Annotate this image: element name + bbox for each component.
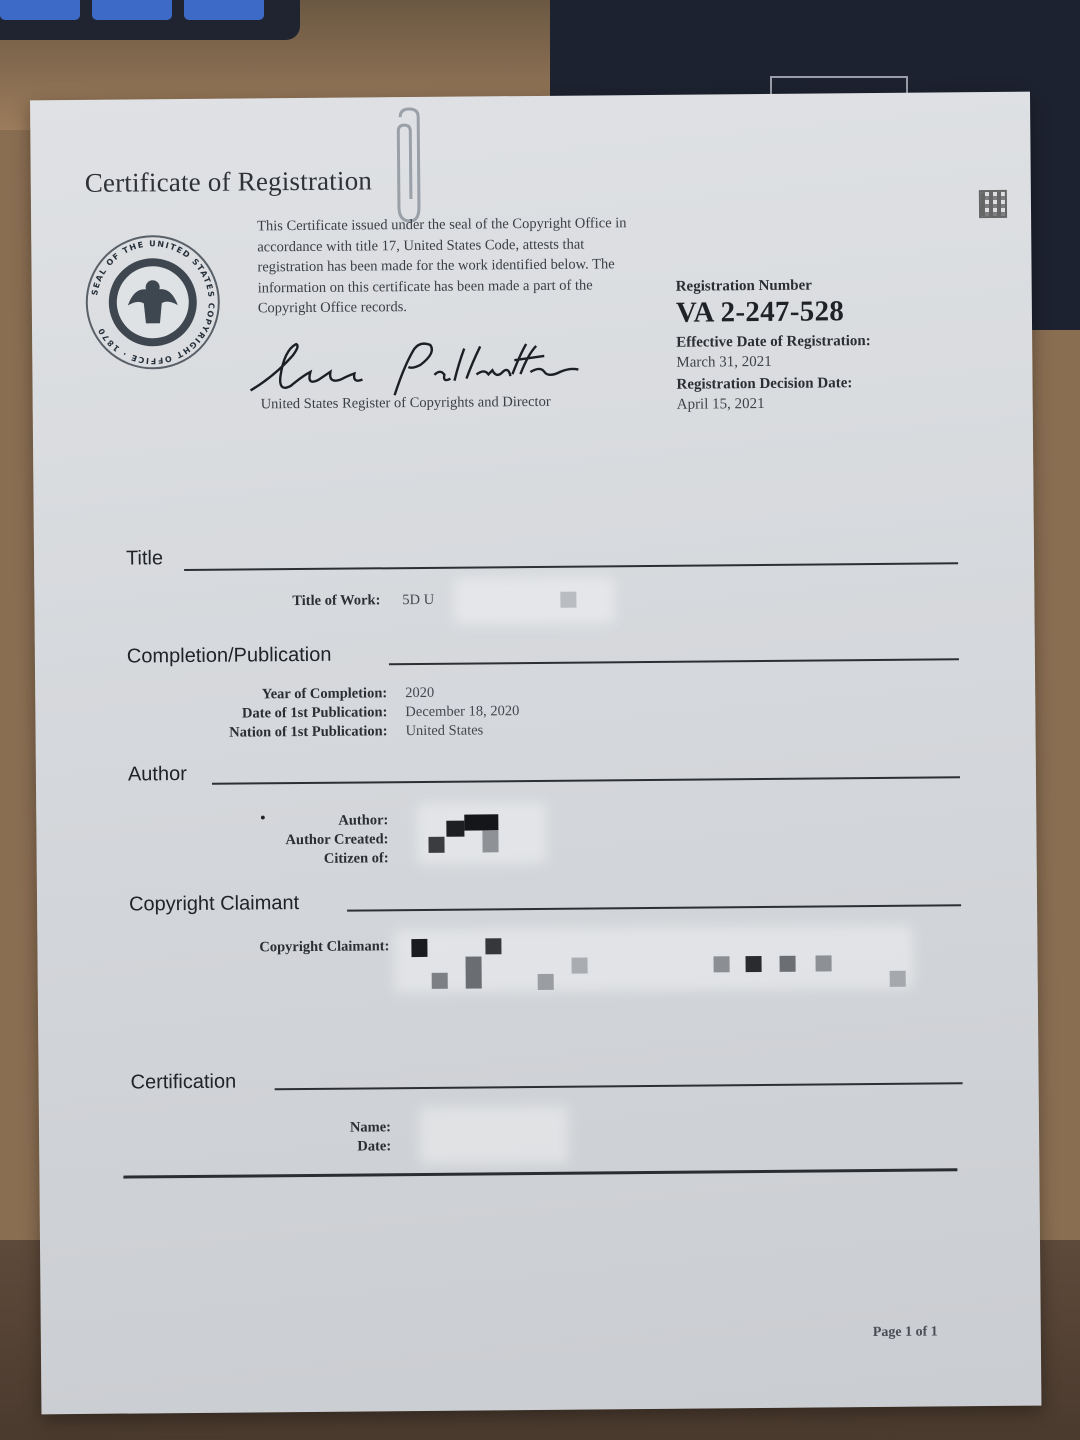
certification-date-label: Date: xyxy=(357,1138,392,1155)
author-created-label: Author Created: xyxy=(285,831,389,849)
redaction-pixel xyxy=(816,955,832,971)
section-heading-title: Title xyxy=(125,547,164,570)
redaction-pixel xyxy=(780,956,796,972)
nation-of-publication-label: Nation of 1st Publication: xyxy=(229,723,388,741)
certificate-title: Certificate of Registration xyxy=(84,165,373,198)
year-of-completion-label: Year of Completion: xyxy=(261,685,388,703)
certificate-intro-text: This Certificate issued under the seal of the Copyright Office in accordance with title 17, United States Code, attests that registration has been made for the work identified below. The information on this certificate has been made a part of the Copyright Office records. xyxy=(257,215,627,317)
redacted-area xyxy=(454,577,614,624)
redacted-area xyxy=(416,802,547,865)
keyboard-key xyxy=(0,0,80,20)
section-rule xyxy=(347,904,961,911)
section-rule xyxy=(389,658,959,665)
citizen-of-label: Citizen of: xyxy=(323,850,389,867)
signature-image xyxy=(244,334,585,401)
nation-of-publication-value: United States xyxy=(405,722,484,740)
redaction-pixel xyxy=(428,837,444,853)
decision-date-label: Registration Decision Date: xyxy=(676,375,853,393)
redaction-pixel xyxy=(890,971,906,987)
redaction-pixel xyxy=(411,939,427,957)
author-label: Author: xyxy=(338,812,389,829)
section-rule xyxy=(184,562,958,571)
keyboard xyxy=(0,0,300,40)
first-publication-date-value: December 18, 2020 xyxy=(405,703,520,721)
section-rule xyxy=(212,776,960,785)
keyboard-key xyxy=(184,0,264,20)
redaction-pixel xyxy=(714,956,730,972)
redaction-pixel xyxy=(560,592,576,608)
redaction-pixel xyxy=(464,814,498,830)
keyboard-key xyxy=(92,0,172,20)
redacted-area xyxy=(419,1106,570,1165)
footer-rule xyxy=(123,1168,957,1178)
qr-code-icon xyxy=(979,190,1007,218)
redaction-pixel xyxy=(538,974,554,990)
redaction-pixel xyxy=(485,938,501,954)
registration-number: VA 2-247-528 xyxy=(675,295,845,329)
registration-number-label: Registration Number xyxy=(675,277,812,295)
section-heading-certification: Certification xyxy=(130,1070,237,1094)
section-heading-completion: Completion/Publication xyxy=(126,643,332,668)
author-bullet: • xyxy=(260,810,266,827)
signature-caption: United States Register of Copyrights and Director xyxy=(260,393,551,413)
redaction-pixel xyxy=(572,958,588,974)
title-of-work-value: 5D U xyxy=(402,591,435,609)
redaction-pixel xyxy=(746,956,762,972)
copyright-claimant-label: Copyright Claimant: xyxy=(259,938,390,956)
redaction-pixel xyxy=(446,821,464,837)
redaction-pixel xyxy=(482,830,498,852)
decision-date-value: April 15, 2021 xyxy=(676,395,765,413)
title-of-work-label: Title of Work: xyxy=(292,592,381,610)
effective-date-value: March 31, 2021 xyxy=(676,353,772,371)
first-publication-date-label: Date of 1st Publication: xyxy=(241,704,388,722)
section-heading-claimant: Copyright Claimant xyxy=(128,892,300,916)
redaction-pixel xyxy=(432,973,448,989)
year-of-completion-value: 2020 xyxy=(405,684,435,702)
effective-date-label: Effective Date of Registration: xyxy=(676,333,871,351)
seal-text: SEAL OF THE UNITED STATES COPYRIGHT OFFICE · 1870 xyxy=(90,239,216,366)
section-rule xyxy=(275,1082,963,1090)
section-heading-author: Author xyxy=(127,763,187,786)
redaction-pixel xyxy=(466,956,482,988)
copyright-office-seal xyxy=(83,233,222,372)
certification-name-label: Name: xyxy=(349,1119,392,1136)
certificate-document xyxy=(30,92,1041,1415)
paperclip-icon xyxy=(392,107,427,225)
page-number: Page 1 of 1 xyxy=(872,1324,938,1341)
